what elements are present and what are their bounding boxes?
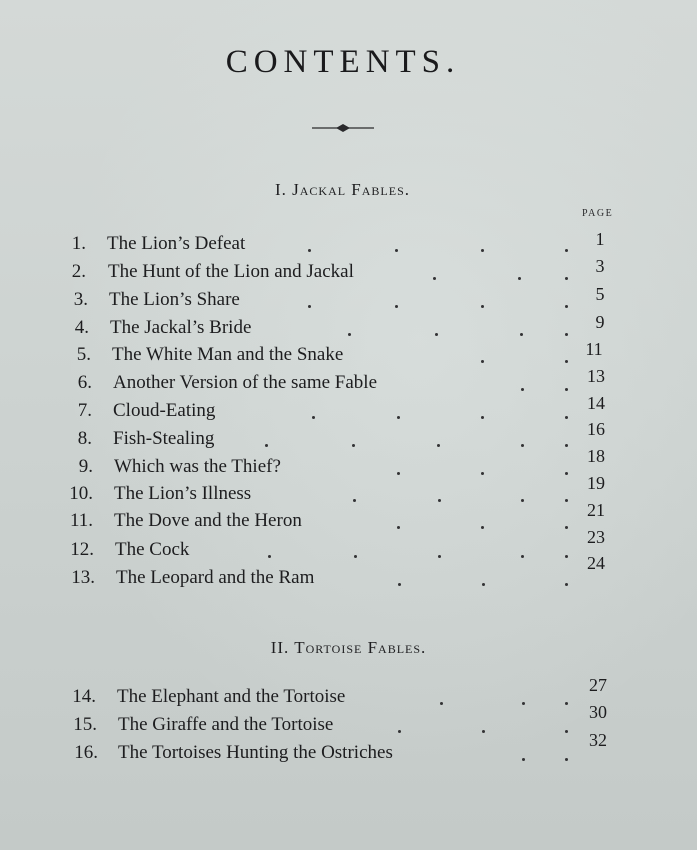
entry-page-number: 9 bbox=[595, 312, 605, 332]
leader-dot bbox=[397, 472, 400, 475]
leader-dot bbox=[565, 583, 568, 586]
entry-number: 2. bbox=[71, 261, 86, 282]
leader-dot bbox=[521, 444, 524, 447]
leader-dot bbox=[565, 702, 568, 705]
page-title: CONTENTS. bbox=[225, 44, 461, 80]
leader-dot bbox=[521, 555, 524, 558]
leader-dot bbox=[565, 444, 568, 447]
entry-title: The Lion’s Defeat bbox=[107, 233, 246, 254]
leader-dot bbox=[565, 472, 568, 475]
leader-dot bbox=[565, 499, 568, 502]
entry-number: 1. bbox=[71, 233, 86, 254]
leader-dot bbox=[565, 360, 568, 363]
leader-dot bbox=[265, 444, 268, 447]
leader-dot bbox=[397, 526, 400, 529]
entry-title: The Leopard and the Ram bbox=[116, 567, 315, 588]
entry-number: 10. bbox=[69, 483, 93, 504]
leader-dot bbox=[398, 583, 401, 586]
toc-entry bbox=[0, 730, 697, 768]
leader-dot bbox=[395, 305, 398, 308]
entry-number: 3. bbox=[73, 289, 88, 310]
entry-title: The Lion’s Illness bbox=[114, 483, 252, 504]
leader-dot bbox=[481, 249, 484, 252]
leader-dot bbox=[565, 416, 568, 419]
entry-title: The Elephant and the Tortoise bbox=[117, 686, 346, 707]
leader-dot bbox=[565, 555, 568, 558]
entry-title: The White Man and the Snake bbox=[112, 344, 344, 365]
section-heading-tortoise-fables: II. Tortoise Fables. bbox=[270, 638, 427, 657]
entry-page-number: 24 bbox=[587, 553, 605, 573]
leader-dot bbox=[438, 499, 441, 502]
entry-number: 8. bbox=[77, 428, 92, 449]
leader-dot bbox=[481, 526, 484, 529]
toc-entry bbox=[0, 553, 697, 593]
entry-number: 12. bbox=[70, 539, 94, 560]
entry-title: The Dove and the Heron bbox=[114, 510, 302, 531]
entry-title: Cloud-Eating bbox=[113, 400, 216, 421]
leader-dot bbox=[435, 333, 438, 336]
ornament-divider bbox=[312, 122, 374, 134]
leader-dot bbox=[521, 499, 524, 502]
leader-dot bbox=[481, 305, 484, 308]
entry-title: Fish-Stealing bbox=[113, 428, 215, 449]
entry-page-number: 19 bbox=[587, 473, 605, 493]
entry-number: 13. bbox=[71, 567, 95, 588]
leader-dot bbox=[354, 555, 357, 558]
leader-dot bbox=[521, 388, 524, 391]
leader-dot bbox=[522, 702, 525, 705]
leader-dot bbox=[481, 416, 484, 419]
leader-dot bbox=[482, 583, 485, 586]
entry-number: 16. bbox=[74, 742, 98, 763]
leader-dot bbox=[481, 360, 484, 363]
entry-page-number: 1 bbox=[595, 229, 605, 249]
entry-page-number: 14 bbox=[587, 393, 605, 413]
entry-title: The Giraffe and the Tortoise bbox=[118, 714, 334, 735]
leader-dot bbox=[433, 277, 436, 280]
leader-dot bbox=[397, 416, 400, 419]
leader-dot bbox=[565, 249, 568, 252]
entry-title: The Tortoises Hunting the Ostriches bbox=[118, 742, 393, 763]
leader-dot bbox=[437, 444, 440, 447]
entry-title: Another Version of the same Fable bbox=[113, 372, 378, 393]
entry-page-number: 27 bbox=[589, 675, 607, 695]
entry-page-number: 16 bbox=[587, 419, 605, 439]
entry-number: 7. bbox=[77, 400, 92, 421]
entry-page-number: 30 bbox=[589, 702, 607, 722]
entry-number: 14. bbox=[72, 686, 96, 707]
leader-dot bbox=[522, 758, 525, 761]
entry-number: 9. bbox=[78, 456, 93, 477]
entry-title: The Cock bbox=[115, 539, 190, 560]
leader-dot bbox=[348, 333, 351, 336]
section-heading-jackal-fables: I. Jackal Fables. bbox=[274, 180, 411, 199]
leader-dot bbox=[353, 499, 356, 502]
leader-dot bbox=[308, 249, 311, 252]
leader-dot bbox=[440, 702, 443, 705]
entry-page-number: 21 bbox=[587, 500, 605, 520]
leader-dot bbox=[565, 305, 568, 308]
entry-page-number: 5 bbox=[595, 284, 605, 304]
leader-dot bbox=[398, 730, 401, 733]
entry-page-number: 18 bbox=[587, 446, 605, 466]
leader-dot bbox=[312, 416, 315, 419]
leader-dot bbox=[565, 758, 568, 761]
entry-page-number: 11 bbox=[585, 339, 603, 359]
entry-number: 5. bbox=[76, 344, 91, 365]
page-column-label: PAGE bbox=[582, 208, 614, 219]
entry-page-number: 23 bbox=[587, 527, 605, 547]
leader-dot bbox=[565, 277, 568, 280]
entry-page-number: 13 bbox=[587, 366, 605, 386]
entry-title: The Jackal’s Bride bbox=[110, 317, 252, 338]
leader-dot bbox=[565, 730, 568, 733]
entry-page-number: 32 bbox=[589, 730, 607, 750]
leader-dot bbox=[482, 730, 485, 733]
leader-dot bbox=[308, 305, 311, 308]
entry-number: 4. bbox=[74, 317, 89, 338]
leader-dot bbox=[352, 444, 355, 447]
entry-number: 6. bbox=[77, 372, 92, 393]
leader-dot bbox=[565, 333, 568, 336]
leader-dot bbox=[395, 249, 398, 252]
entry-number: 15. bbox=[73, 714, 97, 735]
leader-dot bbox=[520, 333, 523, 336]
leader-dot bbox=[565, 526, 568, 529]
entry-title: Which was the Thief? bbox=[114, 456, 281, 477]
entry-page-number: 3 bbox=[595, 256, 605, 276]
leader-dot bbox=[438, 555, 441, 558]
leader-dot bbox=[268, 555, 271, 558]
entry-title: The Lion’s Share bbox=[109, 289, 240, 310]
entry-number: 11. bbox=[69, 510, 93, 531]
leader-dot bbox=[481, 472, 484, 475]
leader-dot bbox=[565, 388, 568, 391]
leader-dot bbox=[518, 277, 521, 280]
entry-title: The Hunt of the Lion and Jackal bbox=[108, 261, 354, 282]
